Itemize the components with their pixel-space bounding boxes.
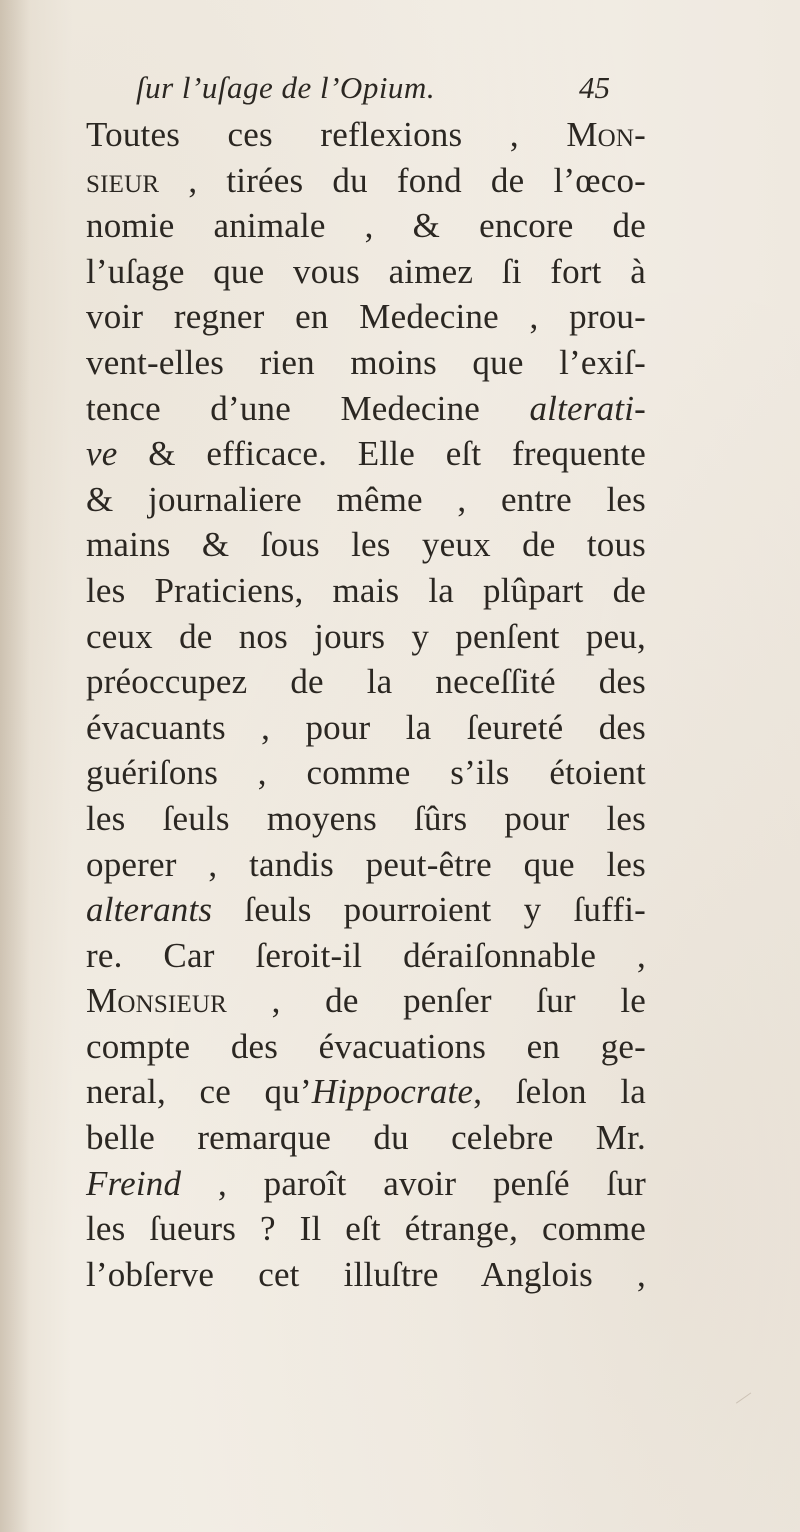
text-segment: , de penſer ſur le <box>227 981 646 1021</box>
text-segment: ſeuls pourroient y ſuffi- <box>212 890 646 930</box>
text-segment: Toutes ces reflexions , <box>86 115 567 154</box>
text-segment: neral, ce qu’ <box>86 1072 312 1112</box>
text-segment: préoccupez de la neceſſité des <box>86 662 646 702</box>
page-gutter-shadow <box>0 0 30 1532</box>
text-line <box>86 659 646 705</box>
text-line <box>86 203 646 249</box>
text-segment: les ſeuls moyens ſûrs pour les <box>86 798 646 838</box>
text-line <box>86 1206 646 1252</box>
text-line <box>86 1161 646 1207</box>
text-line <box>86 431 646 477</box>
text-segment: alterati- <box>529 388 646 428</box>
paper-speck <box>727 1379 751 1403</box>
text-segment: les ſueurs ? Il eſt étrange, comme <box>86 1209 646 1249</box>
text-segment: alterants <box>86 890 213 930</box>
running-head: ſur l’uſage de l’Opium. <box>136 70 436 105</box>
text-segment: , paroît avoir penſé ſur <box>181 1163 646 1203</box>
text-line <box>86 1024 646 1070</box>
text-segment: & efficace. Elle eſt frequente <box>117 434 646 474</box>
text-segment: guériſons , comme s’ils étoient <box>86 753 646 793</box>
text-line <box>86 796 646 842</box>
text-line <box>86 158 646 204</box>
text-line <box>86 386 646 432</box>
text-segment: évacuants , pour la ſeureté des <box>86 707 646 747</box>
text-line <box>86 842 646 888</box>
text-segment: Freind <box>86 1163 182 1203</box>
text-segment: compte des évacuations en ge- <box>86 1026 646 1066</box>
text-segment: mains & ſous les yeux de tous <box>86 525 646 565</box>
text-line <box>86 978 646 1024</box>
text-segment: vent-elles rien moins que l’exiſ- <box>86 342 646 382</box>
text-segment: belle remarque du celebre Mr. <box>86 1118 646 1158</box>
text-segment: sieur <box>86 160 160 200</box>
text-line <box>86 340 646 386</box>
text-line <box>86 750 646 796</box>
text-segment: & journaliere même , entre les <box>86 479 646 519</box>
text-line <box>86 614 646 660</box>
text-line <box>86 933 646 979</box>
page-number: 45 <box>579 70 610 105</box>
body-text <box>86 112 646 1297</box>
text-segment: les Praticiens, mais la plûpart de <box>86 570 646 610</box>
text-segment: ceux de nos jours y penſent peu, <box>86 616 646 656</box>
text-line <box>86 705 646 751</box>
text-segment: nomie animale , & encore de <box>86 206 646 246</box>
text-segment: Monsieur <box>86 981 228 1021</box>
text-segment: Mon- <box>566 115 646 154</box>
text-segment: , ſelon la <box>473 1072 646 1112</box>
text-segment: Hippocrate <box>311 1072 474 1112</box>
text-line <box>86 112 646 158</box>
text-line <box>86 568 646 614</box>
text-segment: voir regner en Medecine , prou- <box>86 297 646 337</box>
text-line <box>86 887 646 933</box>
text-segment: , tirées du fond de l’œco- <box>159 160 646 200</box>
text-line <box>86 1069 646 1115</box>
text-line <box>86 522 646 568</box>
text-segment: operer , tandis peut-être que les <box>86 844 646 884</box>
text-segment: l’obſerve cet illuſtre Anglois , <box>86 1254 646 1294</box>
text-line <box>86 1115 646 1161</box>
text-line <box>86 1252 646 1298</box>
text-line <box>86 477 646 523</box>
text-segment: re. Car ſeroit-il déraiſonnable , <box>86 935 646 975</box>
text-segment: ve <box>86 434 118 474</box>
text-line <box>86 249 646 295</box>
text-line <box>86 294 646 340</box>
text-segment: tence d’une Medecine <box>86 388 530 428</box>
text-segment: l’uſage que vous aimez ſi fort à <box>86 251 646 291</box>
